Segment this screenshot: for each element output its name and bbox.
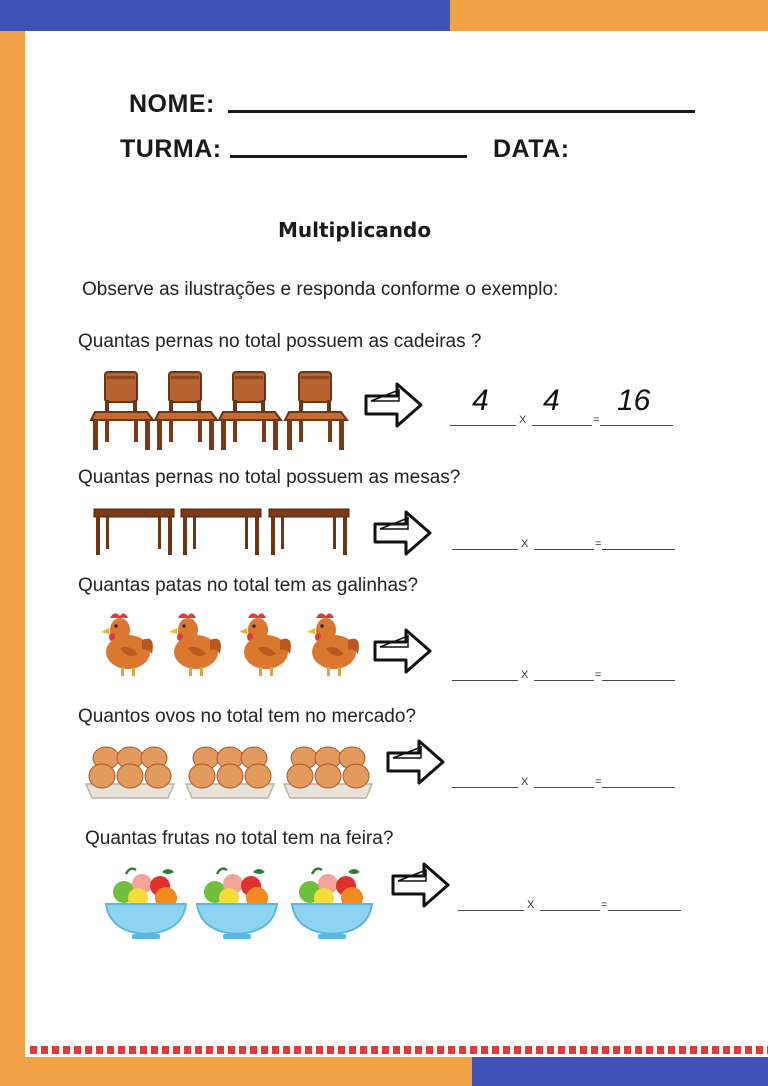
times-sign: X [527, 899, 535, 911]
chair-icon [91, 372, 153, 450]
fruit-bowl-icon [292, 869, 372, 939]
red-dashed-strip [30, 1046, 768, 1054]
table-icon [94, 509, 174, 555]
data-label: DATA: [493, 135, 570, 163]
egg-carton-icon [186, 747, 274, 798]
fruit-bowl-icon [106, 869, 186, 939]
bottom-blue-bar [472, 1057, 768, 1086]
fruit-bowls-illustration [100, 862, 380, 944]
answer-line[interactable] [602, 680, 675, 681]
chicken-icon [101, 613, 153, 676]
egg-carton-icon [86, 747, 174, 798]
arrow-right-icon [363, 380, 425, 430]
chicken-icon [239, 613, 291, 676]
chairs-illustration [85, 368, 355, 458]
answer-line[interactable] [458, 910, 524, 911]
top-blue-bar [0, 0, 450, 31]
egg-carton-icon [284, 747, 372, 798]
arrow-right-icon [390, 860, 452, 910]
answer-line[interactable] [534, 680, 594, 681]
question-4: Quantos ovos no total tem no mercado? [78, 706, 416, 727]
answer-line[interactable] [600, 425, 673, 426]
arrow-right-icon [372, 508, 434, 558]
question-5: Quantas frutas no total tem na feira? [85, 828, 394, 849]
times-sign: X [521, 669, 529, 681]
question-3: Quantas patas no total tem as galinhas? [78, 575, 419, 596]
chicken-icon [307, 613, 359, 676]
equals-sign: = [595, 538, 602, 550]
equals-sign: = [595, 776, 602, 788]
fruit-bowl-icon [197, 869, 277, 939]
answer-line[interactable] [534, 787, 594, 788]
times-sign: X [521, 776, 529, 788]
nome-line[interactable] [228, 110, 695, 113]
chair-icon [219, 372, 281, 450]
table-icon [181, 509, 261, 555]
left-orange-bar [0, 31, 25, 1086]
answer-line[interactable] [534, 549, 594, 550]
answer-line[interactable] [452, 680, 518, 681]
answer-1-result[interactable]: 16 [617, 384, 651, 417]
answer-line[interactable] [452, 787, 518, 788]
answer-line[interactable] [450, 425, 516, 426]
page-title: Multiplicando [278, 218, 432, 242]
tables-illustration [92, 505, 352, 560]
table-icon [269, 509, 349, 555]
times-sign: X [519, 414, 527, 426]
instruction: Observe as ilustrações e responda conforme o exemplo: [82, 279, 559, 300]
answer-line[interactable] [532, 425, 592, 426]
times-sign: X [521, 538, 529, 550]
answer-line[interactable] [608, 910, 681, 911]
equals-sign: = [601, 899, 608, 911]
bottom-orange-bar [0, 1057, 472, 1086]
nome-label: NOME: [129, 90, 215, 118]
question-2: Quantas pernas no total possuem as mesas? [78, 467, 461, 488]
equals-sign: = [593, 414, 600, 426]
answer-1-a[interactable]: 4 [472, 384, 489, 417]
top-orange-bar [450, 0, 768, 31]
chair-icon [285, 372, 347, 450]
answer-line[interactable] [602, 549, 675, 550]
answer-line[interactable] [452, 549, 518, 550]
chair-icon [155, 372, 217, 450]
egg-cartons-illustration [84, 738, 384, 802]
answer-1-b[interactable]: 4 [543, 384, 560, 417]
arrow-right-icon [372, 626, 434, 676]
turma-line[interactable] [230, 155, 467, 158]
arrow-right-icon [385, 737, 447, 787]
turma-label: TURMA: [120, 135, 222, 163]
equals-sign: = [595, 669, 602, 681]
chickens-illustration [92, 608, 362, 683]
answer-line[interactable] [540, 910, 600, 911]
answer-line[interactable] [602, 787, 675, 788]
question-1: Quantas pernas no total possuem as cadeiras ? [78, 331, 482, 352]
chicken-icon [169, 613, 221, 676]
